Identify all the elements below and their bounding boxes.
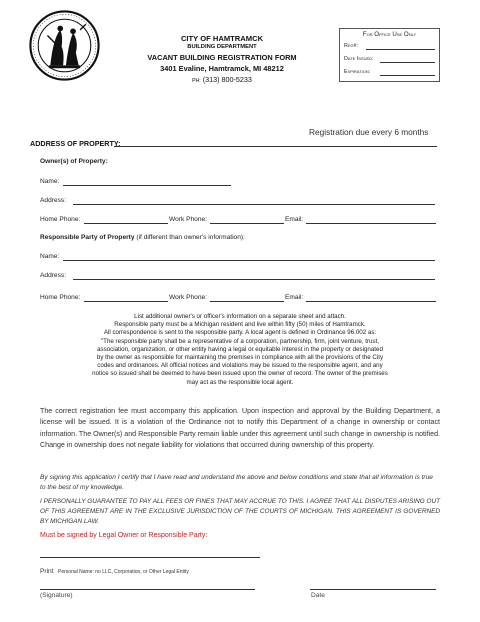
city-address: 3401 Evaline, Hamtramck, MI 48212: [160, 64, 284, 73]
responsible-address-label: Address:: [40, 272, 67, 279]
owner-email-field[interactable]: [306, 223, 436, 224]
date-issued-label: Date Issued:: [344, 56, 374, 62]
responsible-email-field[interactable]: [306, 301, 436, 302]
city-phone: [122, 75, 322, 84]
owner-work-phone-label: Work Phone:: [169, 216, 207, 223]
notice-line: "The responsible party shall be a representative of a corporation, partnership, firm, joint venture, trust,: [100, 337, 380, 345]
print-note: Personal Name: no LLC, Corporation, or Other Legal Entity: [58, 569, 189, 575]
notice-line: association, organization, or other entity having a legal or equitable interest in the property or designated: [97, 345, 383, 353]
responsible-home-phone-label: Home Phone:: [40, 294, 81, 301]
notice-line: codes and ordinances. All official notices and violations may be issued to the responsible agent, and any: [97, 362, 383, 370]
notice-line: notice so issued shall be deemed to have been issued upon the owner of record. The owner of the premises: [92, 370, 388, 378]
date-issued-line[interactable]: [380, 62, 435, 63]
fee-paragraph: The correct registration fee must accompany this application. Upon inspection and approval by the Building Department, a license will be issued. It is a violation of the Ordinance not to notify this Department of a change in ownership or contact information. The Owner(s) and Responsible Party remain liable under this agreement until such change in ownership is notified. Change in ownership does not negate liability for violations that occurred during ownership of this property.: [40, 407, 440, 450]
responsible-heading-title: Responsible Party of Property: [40, 234, 135, 241]
responsible-name-label: Name:: [40, 253, 60, 260]
responsible-address-field[interactable]: [73, 279, 435, 280]
owners-heading: Owner(s) of Property:: [40, 158, 108, 165]
responsible-email-label: Email:: [285, 294, 304, 301]
print-name-label: [40, 560, 189, 578]
owner-home-phone-field[interactable]: [84, 223, 168, 224]
owner-address-field[interactable]: [73, 204, 435, 205]
expiration-line[interactable]: [380, 75, 435, 76]
notice-line: List additional owner's or officer's information on a separate sheet and attach.: [134, 313, 346, 320]
property-address-label: ADDRESS OF PROPERTY:: [30, 139, 121, 148]
signature-label: (Signature): [40, 592, 73, 599]
department-name: BUILDING DEPARTMENT: [187, 44, 257, 50]
certify-paragraph: By signing this application I certify that I have read and understand the above and below conditions and state that all information is true to the best of my knowledge.: [40, 474, 433, 491]
office-use-box: [339, 28, 440, 82]
phone-number: (313) 800-5233: [202, 75, 252, 84]
responsible-heading: [40, 234, 245, 241]
city-seal-icon: [29, 10, 100, 81]
notice-line: Responsible party must be a Michigan resident and live within fifty (50) miles of Hamtramck.: [114, 321, 366, 329]
owner-work-phone-field[interactable]: [210, 223, 284, 224]
owner-name-field[interactable]: [63, 185, 231, 186]
owner-home-phone-label: Home Phone:: [40, 216, 81, 223]
reg-label: Reg#:: [344, 43, 359, 49]
form-title: VACANT BUILDING REGISTRATION FORM: [147, 53, 297, 62]
print-name-field[interactable]: [40, 557, 260, 558]
notice-line: may act as the responsible local agent.: [186, 378, 294, 386]
notice-line: All correspondence is sent to the responsible party. A local agent is defined in Ordinance 96.002 as:: [103, 329, 377, 337]
date-label: Date: [311, 592, 325, 599]
guarantee-paragraph: I PERSONALLY GUARANTEE TO PAY ALL FEES OR FINES THAT MAY ACCRUE TO THIS. I AGREE THAT ALL DISPUTES ARISING OUT OF THIS AGREEMENT ARE IN THE EXCLUSIVE JURISDICTION OF THE COURTS OF MICHIGAN. THIS AGREEMENT IS GOVERNED BY MICHIGAN LAW.: [40, 498, 440, 525]
responsible-home-phone-field[interactable]: [84, 301, 168, 302]
notice-line: by the owner as responsible for maintaining the premises in compliance with all the provisions of the City: [96, 354, 384, 362]
must-sign-label: Must be signed by Legal Owner or Responsible Party:: [40, 532, 208, 539]
date-field[interactable]: [310, 589, 436, 590]
reg-line[interactable]: [366, 49, 435, 50]
print-label: Print: [40, 568, 54, 575]
phone-prefix: PH:: [192, 78, 201, 84]
responsible-name-field[interactable]: [63, 260, 435, 261]
registration-due: Registration due every 6 months: [309, 127, 429, 137]
city-name: CITY OF HAMTRAMCK: [180, 34, 264, 43]
expiration-label: Expiration:: [344, 69, 371, 75]
responsible-heading-note: (if different than owner's information):: [136, 234, 245, 241]
owner-address-label: Address:: [40, 197, 67, 204]
signature-field[interactable]: [40, 589, 255, 590]
responsible-work-phone-field[interactable]: [210, 301, 284, 302]
responsible-party-notice: [40, 313, 440, 387]
office-use-title: For Office Use Only: [362, 31, 417, 38]
owner-email-label: Email:: [285, 216, 304, 223]
responsible-work-phone-label: Work Phone:: [169, 294, 207, 301]
property-address-field[interactable]: [114, 146, 437, 147]
owner-name-label: Name:: [40, 178, 60, 185]
